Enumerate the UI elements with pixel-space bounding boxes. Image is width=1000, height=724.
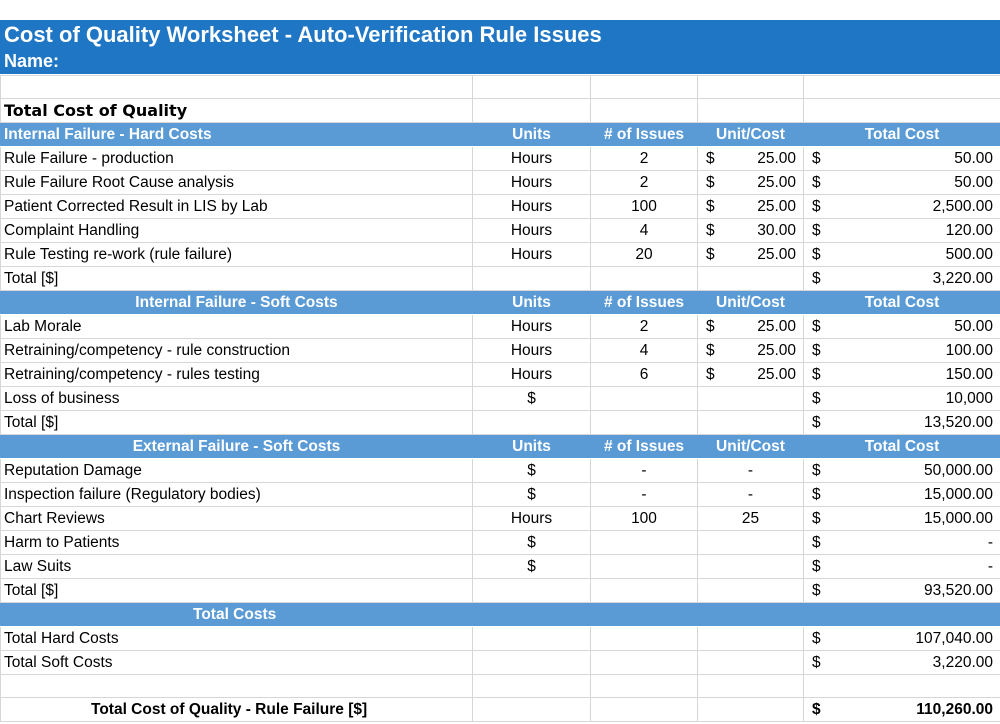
issues-cell[interactable]: 2 (591, 147, 698, 171)
item-label[interactable]: Harm to Patients (1, 531, 473, 555)
empty-cell[interactable] (473, 698, 591, 722)
unit-cost-cell[interactable]: - (698, 483, 804, 507)
total-cost-cell[interactable] (804, 219, 1000, 243)
unit-cost-cell[interactable] (698, 315, 804, 339)
total-cost-cell-value: 2,500.00 (932, 198, 993, 215)
item-label[interactable]: Rule Failure Root Cause analysis (1, 171, 473, 195)
currency-symbol: $ (706, 246, 715, 263)
issues-cell[interactable] (591, 555, 698, 579)
section-total-label[interactable]: Total [$] (1, 411, 473, 435)
table-row (1, 195, 1000, 219)
section-heading[interactable]: Total Costs (1, 603, 473, 627)
currency-symbol: $ (812, 174, 821, 191)
units-cell[interactable]: Hours (473, 507, 591, 531)
empty-cell[interactable] (1, 675, 473, 698)
total-cost-cell[interactable] (804, 483, 1000, 507)
unit-cost-cell-value: 25.00 (757, 366, 796, 383)
item-label[interactable]: Complaint Handling (1, 219, 473, 243)
total-cost-cell-value: 50.00 (954, 150, 993, 167)
table-row (1, 243, 1000, 267)
units-cell[interactable]: Hours (473, 315, 591, 339)
units-cell[interactable]: Hours (473, 339, 591, 363)
total-cost-cell-value: - (987, 534, 993, 551)
unit-cost-cell[interactable] (698, 219, 804, 243)
currency-symbol: $ (812, 462, 821, 479)
currency-symbol: $ (812, 150, 821, 167)
unit-cost-cell-value: 25.00 (757, 198, 796, 215)
total-cost-cell[interactable] (804, 147, 1000, 171)
table-row (1, 219, 1000, 243)
empty-cell[interactable] (473, 267, 591, 291)
item-label[interactable]: Chart Reviews (1, 507, 473, 531)
unit-cost-cell[interactable] (698, 171, 804, 195)
item-label[interactable]: Inspection failure (Regulatory bodies) (1, 483, 473, 507)
item-label[interactable]: Loss of business (1, 387, 473, 411)
blank-row (1, 675, 1000, 698)
col-unit-cost-header[interactable]: Unit/Cost (698, 435, 804, 459)
units-cell[interactable]: Hours (473, 243, 591, 267)
issues-cell[interactable]: 2 (591, 171, 698, 195)
worksheet-title[interactable]: Cost of Quality Worksheet - Auto-Verification Rule Issues (0, 20, 1000, 49)
units-cell[interactable]: Hours (473, 363, 591, 387)
total-cost-cell-value: 10,000 (945, 390, 993, 407)
section-total-value-value: 13,520.00 (924, 414, 993, 431)
units-cell[interactable]: Hours (473, 195, 591, 219)
total-soft-value[interactable] (804, 651, 1000, 675)
item-label[interactable]: Rule Failure - production (1, 147, 473, 171)
issues-cell[interactable]: 100 (591, 195, 698, 219)
unit-cost-cell[interactable]: 25 (698, 507, 804, 531)
empty-cell[interactable] (473, 651, 591, 675)
name-label[interactable]: Name: (0, 49, 1000, 74)
unit-cost-cell[interactable] (698, 147, 804, 171)
total-cost-cell-value: 100.00 (945, 342, 993, 359)
col-units-header[interactable]: Units (473, 435, 591, 459)
issues-cell[interactable]: - (591, 459, 698, 483)
col-issues-header[interactable]: # of Issues (591, 123, 698, 147)
currency-symbol: $ (812, 414, 821, 431)
empty-cell[interactable] (804, 76, 1000, 99)
currency-symbol: $ (812, 390, 821, 407)
section-heading[interactable]: Internal Failure - Hard Costs (1, 123, 473, 147)
total-hard-value-value: 107,040.00 (915, 630, 993, 647)
currency-symbol: $ (812, 342, 821, 359)
table-row (1, 315, 1000, 339)
section-heading[interactable]: External Failure - Soft Costs (1, 435, 473, 459)
total-cost-cell[interactable] (804, 531, 1000, 555)
empty-cell[interactable] (473, 603, 591, 627)
empty-cell[interactable] (473, 99, 591, 123)
total-soft-row (1, 651, 1000, 675)
empty-cell[interactable] (698, 99, 804, 123)
table-row (1, 507, 1000, 531)
empty-cell[interactable] (591, 627, 698, 651)
col-units-header[interactable]: Units (473, 123, 591, 147)
empty-cell[interactable] (698, 579, 804, 603)
total-cost-cell[interactable] (804, 507, 1000, 531)
total-cost-cell-value: 50,000.00 (924, 462, 993, 479)
unit-cost-cell-value: 30.00 (757, 222, 796, 239)
currency-symbol: $ (812, 582, 821, 599)
unit-cost-cell-value: 25.00 (757, 150, 796, 167)
total-cost-cell[interactable] (804, 555, 1000, 579)
unit-cost-cell[interactable] (698, 243, 804, 267)
unit-cost-cell[interactable] (698, 339, 804, 363)
units-cell[interactable]: $ (473, 459, 591, 483)
col-total-cost-header[interactable]: Total Cost (804, 435, 1000, 459)
empty-cell[interactable] (473, 76, 591, 99)
currency-symbol: $ (706, 222, 715, 239)
unit-cost-cell-value: 25.00 (757, 318, 796, 335)
empty-cell[interactable] (591, 267, 698, 291)
total-hard-row (1, 627, 1000, 651)
empty-cell[interactable] (698, 267, 804, 291)
currency-symbol: $ (812, 630, 821, 647)
col-unit-cost-header[interactable]: Unit/Cost (698, 123, 804, 147)
issues-cell[interactable] (591, 531, 698, 555)
empty-cell[interactable] (698, 411, 804, 435)
total-cost-cell[interactable] (804, 315, 1000, 339)
currency-symbol: $ (812, 654, 821, 671)
section-total-value-value: 93,520.00 (924, 582, 993, 599)
section-total-value[interactable] (804, 579, 1000, 603)
section-total-value[interactable] (804, 267, 1000, 291)
total-cost-of-quality-heading[interactable]: Total Cost of Quality (1, 99, 473, 123)
section-total-row (1, 579, 1000, 603)
total-cost-cell[interactable] (804, 195, 1000, 219)
currency-symbol: $ (812, 366, 821, 383)
total-cost-cell-value: 50.00 (954, 318, 993, 335)
table-row (1, 339, 1000, 363)
total-cost-cell-value: 120.00 (945, 222, 993, 239)
unit-cost-cell[interactable] (698, 555, 804, 579)
table-row (1, 363, 1000, 387)
table-row (1, 171, 1000, 195)
unit-cost-cell-value: 25.00 (757, 342, 796, 359)
table-row (1, 483, 1000, 507)
empty-cell[interactable] (698, 627, 804, 651)
currency-symbol: $ (812, 486, 821, 503)
currency-symbol: $ (812, 246, 821, 263)
total-cost-cell[interactable] (804, 243, 1000, 267)
unit-cost-cell[interactable] (698, 531, 804, 555)
issues-cell[interactable]: 20 (591, 243, 698, 267)
total-soft-value-value: 3,220.00 (932, 654, 993, 671)
total-cost-cell-value: - (987, 558, 993, 575)
section-total-row (1, 267, 1000, 291)
empty-cell[interactable] (591, 651, 698, 675)
col-issues-header[interactable]: # of Issues (591, 435, 698, 459)
total-cost-cell[interactable] (804, 387, 1000, 411)
currency-symbol: $ (706, 198, 715, 215)
total-cost-cell-value: 15,000.00 (924, 486, 993, 503)
item-label[interactable]: Reputation Damage (1, 459, 473, 483)
grand-total-label[interactable]: Total Cost of Quality - Rule Failure [$] (1, 698, 473, 722)
section-header-row (1, 291, 1000, 315)
grand-total-row (1, 698, 1000, 722)
total-cost-heading-row (1, 99, 1000, 123)
empty-cell[interactable] (698, 603, 804, 627)
empty-cell[interactable] (1, 76, 473, 99)
empty-cell[interactable] (473, 675, 591, 698)
unit-cost-cell-value: 25.00 (757, 174, 796, 191)
unit-cost-cell[interactable] (698, 387, 804, 411)
section-header-row (1, 435, 1000, 459)
total-cost-cell-value: 500.00 (945, 246, 993, 263)
total-hard-value[interactable] (804, 627, 1000, 651)
empty-cell[interactable] (473, 411, 591, 435)
units-cell[interactable]: $ (473, 555, 591, 579)
empty-cell[interactable] (591, 76, 698, 99)
section-total-label[interactable]: Total [$] (1, 579, 473, 603)
empty-cell[interactable] (473, 579, 591, 603)
currency-symbol: $ (812, 558, 821, 575)
currency-symbol: $ (812, 534, 821, 551)
unit-cost-cell[interactable] (698, 363, 804, 387)
issues-cell[interactable] (591, 387, 698, 411)
issues-cell[interactable]: 6 (591, 363, 698, 387)
col-units-header[interactable]: Units (473, 291, 591, 315)
empty-cell[interactable] (804, 603, 1000, 627)
units-cell[interactable]: Hours (473, 171, 591, 195)
empty-cell[interactable] (698, 651, 804, 675)
section-total-label[interactable]: Total [$] (1, 267, 473, 291)
blank-row (1, 76, 1000, 99)
grand-total-value[interactable] (804, 698, 1000, 722)
col-total-cost-header[interactable]: Total Cost (804, 291, 1000, 315)
currency-symbol: $ (812, 510, 821, 527)
grand-total-value-value: 110,260.00 (916, 701, 993, 718)
currency-symbol: $ (706, 318, 715, 335)
section-total-value[interactable] (804, 411, 1000, 435)
col-unit-cost-header[interactable]: Unit/Cost (698, 291, 804, 315)
totals-header-row (1, 603, 1000, 627)
empty-cell[interactable] (591, 698, 698, 722)
empty-cell[interactable] (591, 675, 698, 698)
col-issues-header[interactable]: # of Issues (591, 291, 698, 315)
empty-cell[interactable] (804, 675, 1000, 698)
total-soft-label[interactable]: Total Soft Costs (1, 651, 473, 675)
currency-symbol: $ (812, 701, 821, 718)
section-total-value-value: 3,220.00 (932, 270, 993, 287)
section-total-row (1, 411, 1000, 435)
units-cell[interactable]: $ (473, 387, 591, 411)
empty-cell[interactable] (698, 76, 804, 99)
item-label[interactable]: Lab Morale (1, 315, 473, 339)
currency-symbol: $ (812, 222, 821, 239)
currency-symbol: $ (706, 342, 715, 359)
item-label[interactable]: Rule Testing re-work (rule failure) (1, 243, 473, 267)
total-cost-cell[interactable] (804, 459, 1000, 483)
units-cell[interactable]: Hours (473, 147, 591, 171)
table-row (1, 387, 1000, 411)
issues-cell[interactable]: 100 (591, 507, 698, 531)
currency-symbol: $ (706, 150, 715, 167)
empty-cell[interactable] (698, 698, 804, 722)
currency-symbol: $ (812, 318, 821, 335)
units-cell[interactable]: Hours (473, 219, 591, 243)
units-cell[interactable]: $ (473, 531, 591, 555)
table-row (1, 555, 1000, 579)
currency-symbol: $ (812, 270, 821, 287)
issues-cell[interactable]: 4 (591, 219, 698, 243)
empty-cell[interactable] (473, 627, 591, 651)
empty-cell[interactable] (591, 579, 698, 603)
col-total-cost-header[interactable]: Total Cost (804, 123, 1000, 147)
unit-cost-cell[interactable]: - (698, 459, 804, 483)
total-cost-cell[interactable] (804, 339, 1000, 363)
issues-cell[interactable]: 2 (591, 315, 698, 339)
empty-cell[interactable] (698, 675, 804, 698)
item-label[interactable]: Retraining/competency - rules testing (1, 363, 473, 387)
empty-cell[interactable] (591, 603, 698, 627)
empty-cell[interactable] (804, 99, 1000, 123)
currency-symbol: $ (812, 198, 821, 215)
total-cost-cell-value: 15,000.00 (924, 510, 993, 527)
empty-cell[interactable] (591, 411, 698, 435)
table-row (1, 147, 1000, 171)
empty-cell[interactable] (591, 99, 698, 123)
total-cost-cell-value: 150.00 (945, 366, 993, 383)
total-cost-cell[interactable] (804, 171, 1000, 195)
currency-symbol: $ (706, 366, 715, 383)
units-cell[interactable]: $ (473, 483, 591, 507)
issues-cell[interactable]: - (591, 483, 698, 507)
item-label[interactable]: Retraining/competency - rule construction (1, 339, 473, 363)
item-label[interactable]: Patient Corrected Result in LIS by Lab (1, 195, 473, 219)
total-hard-label[interactable]: Total Hard Costs (1, 627, 473, 651)
cost-table (0, 75, 1000, 722)
currency-symbol: $ (706, 174, 715, 191)
item-label[interactable]: Law Suits (1, 555, 473, 579)
section-heading[interactable]: Internal Failure - Soft Costs (1, 291, 473, 315)
table-row (1, 531, 1000, 555)
issues-cell[interactable]: 4 (591, 339, 698, 363)
unit-cost-cell-value: 25.00 (757, 246, 796, 263)
unit-cost-cell[interactable] (698, 195, 804, 219)
table-row (1, 459, 1000, 483)
total-cost-cell-value: 50.00 (954, 174, 993, 191)
total-cost-cell[interactable] (804, 363, 1000, 387)
section-header-row (1, 123, 1000, 147)
